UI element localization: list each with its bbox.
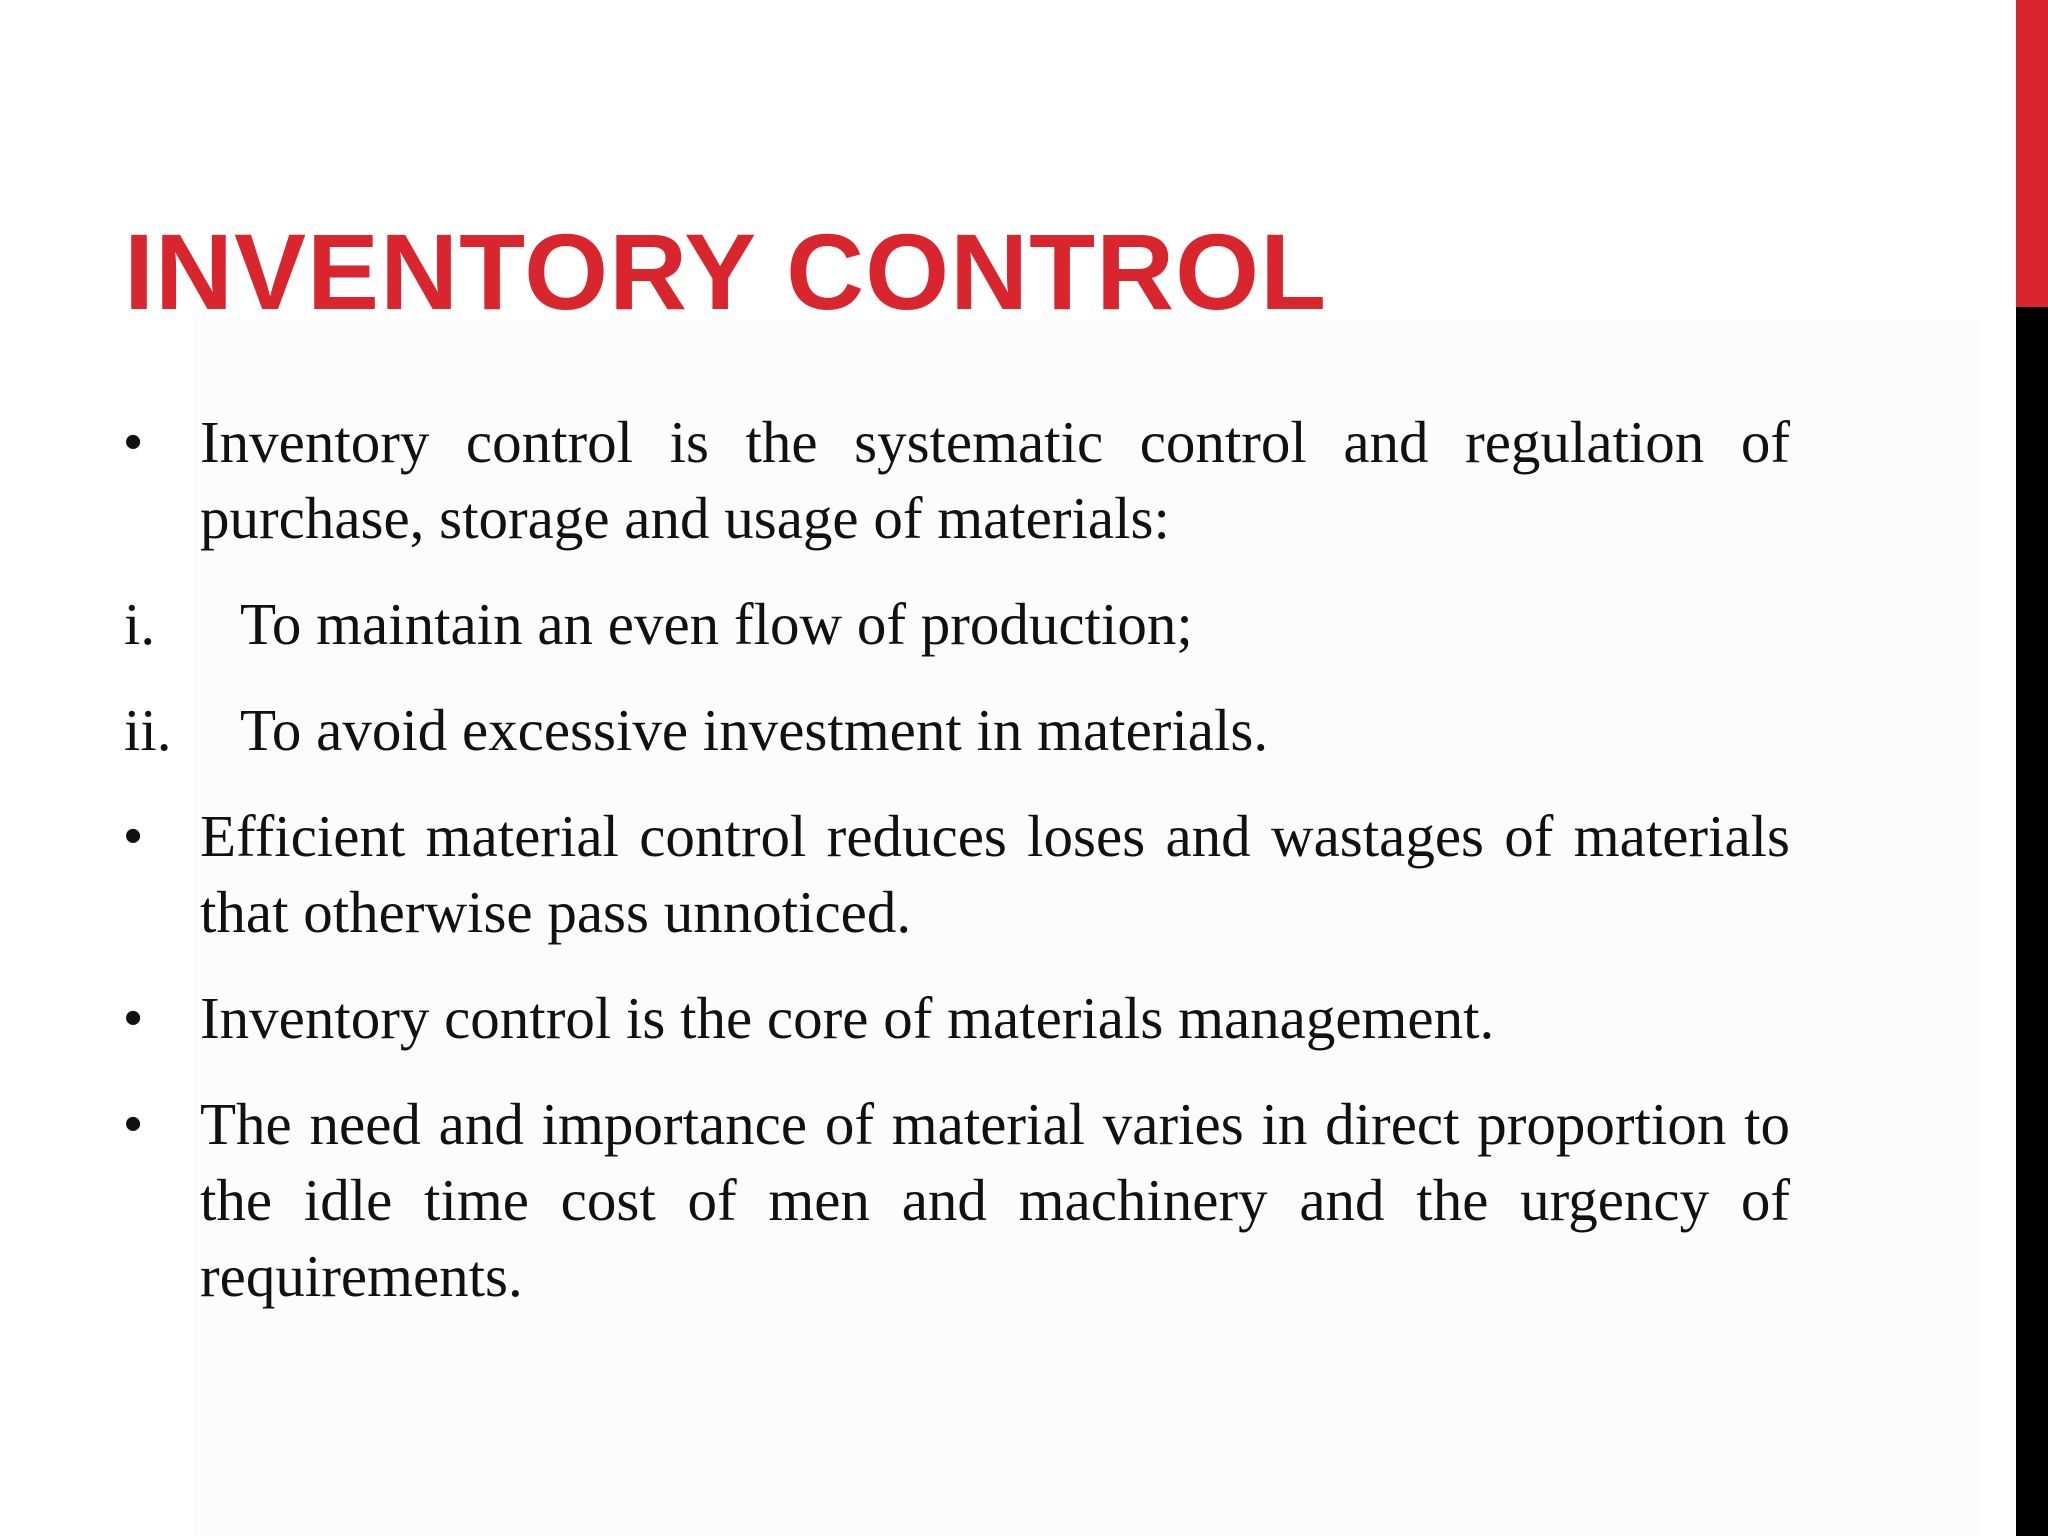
accent-side-bar	[2016, 0, 2048, 307]
list-item-4	[124, 798, 1790, 950]
bullet-marker: •	[124, 989, 143, 1047]
list-item-text: Inventory control is the systematic control and regulation of purchase, storage and usage of materials:	[200, 409, 1790, 551]
bullet-marker: •	[124, 807, 143, 865]
list-item-1	[124, 404, 1790, 556]
content-list	[124, 404, 1790, 1344]
dark-side-bar	[2016, 307, 2048, 1536]
number-marker: ii.	[124, 697, 172, 763]
list-item-text: Efficient material control reduces loses and wastages of materials that otherwise pass unnoticed.	[200, 803, 1790, 945]
list-item-text: Inventory control is the core of materials management.	[200, 985, 1495, 1051]
list-item-5	[124, 980, 1790, 1056]
list-item-text: The need and importance of material varies in direct proportion to the idle time cost of men and machinery and the urgency of requirements.	[200, 1091, 1790, 1309]
slide-title: INVENTORY CONTROL	[124, 211, 1328, 332]
list-item-3	[124, 692, 1790, 768]
bullet-marker: •	[124, 1095, 143, 1153]
number-marker: i.	[124, 591, 156, 657]
bullet-marker: •	[124, 413, 143, 471]
list-item-text: To maintain an even flow of production;	[240, 591, 1193, 657]
list-item-text: To avoid excessive investment in materials.	[240, 697, 1269, 763]
list-item-6	[124, 1086, 1790, 1314]
list-item-2	[124, 586, 1790, 662]
